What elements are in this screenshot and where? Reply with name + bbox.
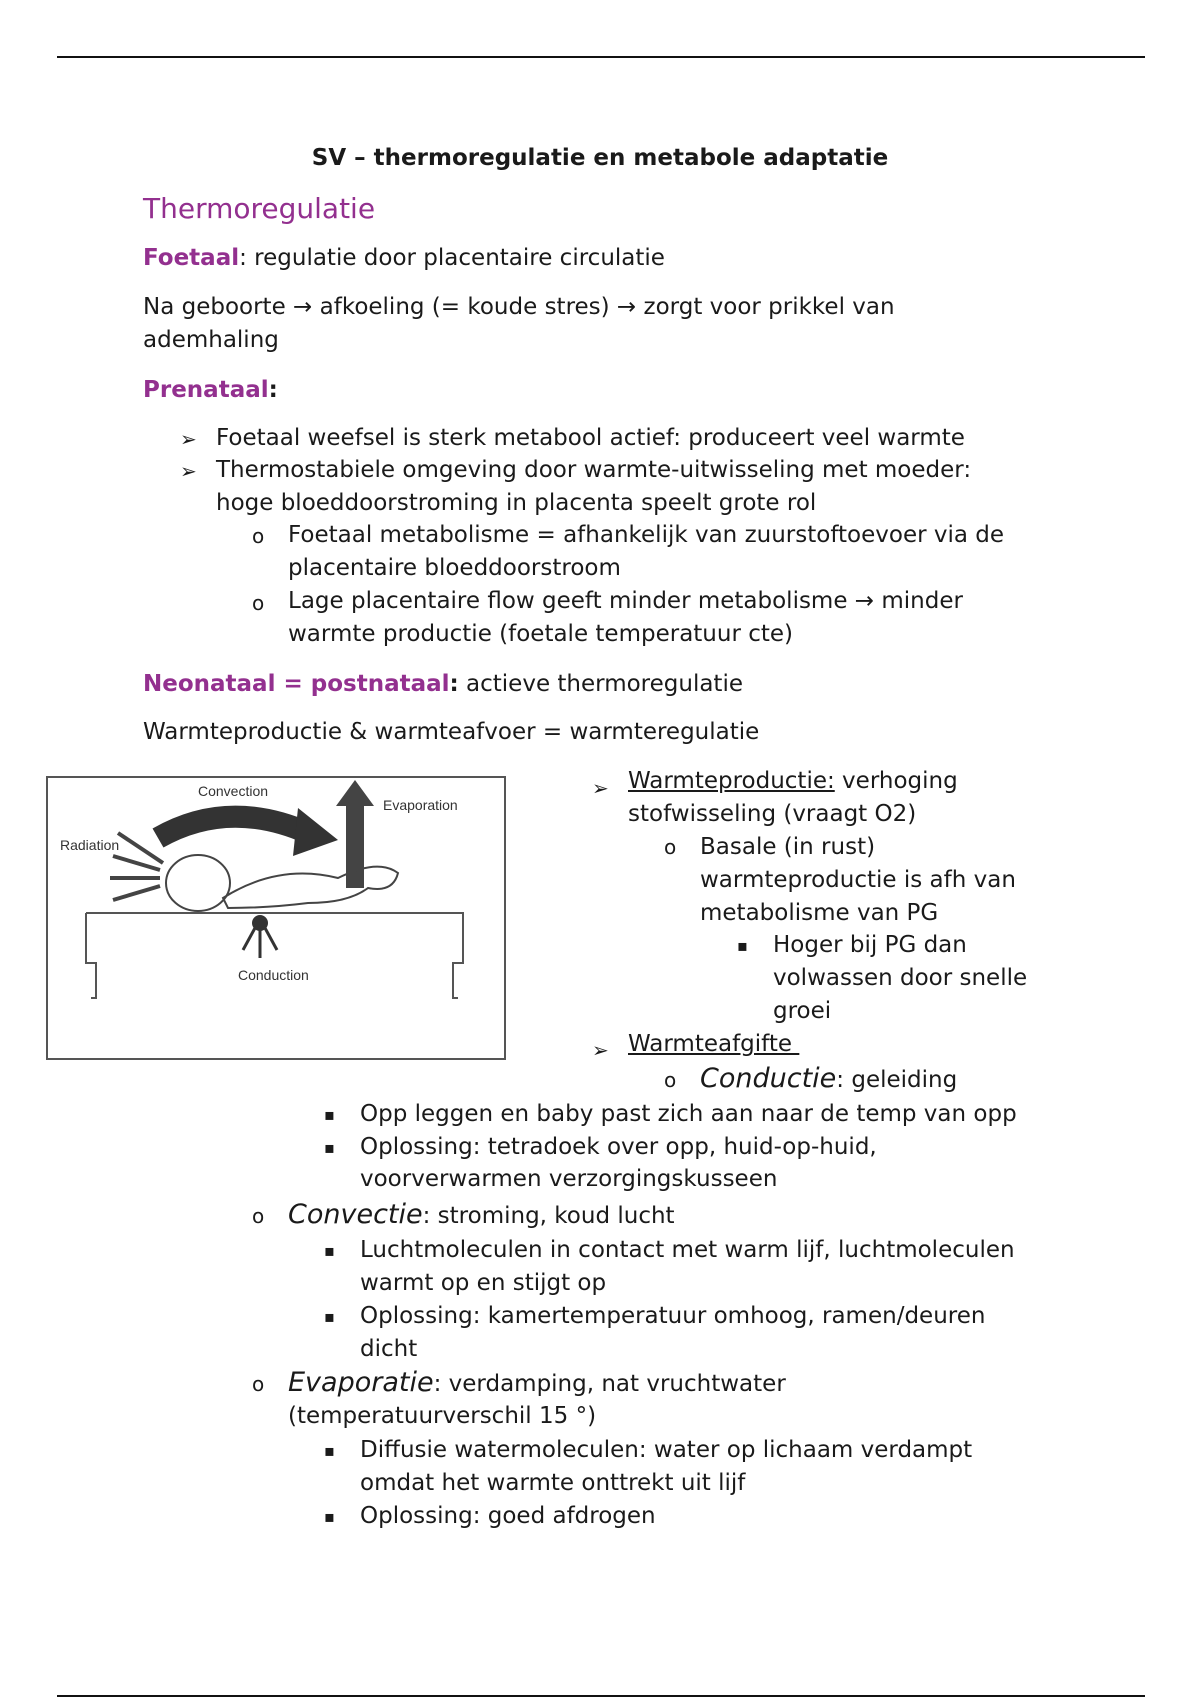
conductie-line xyxy=(700,1062,957,1097)
convectie-item-1-cont: warmt op en stijgt op xyxy=(360,1270,607,1296)
convectie-item-2: Oplossing: kamertemperatuur omhoog, ramen/deuren xyxy=(360,1303,986,1329)
square-bullet-icon: ▪ xyxy=(324,1441,335,1460)
warmteproductie-line xyxy=(628,765,958,798)
prenataal-line xyxy=(143,374,278,407)
basale-line-3: metabolisme van PG xyxy=(700,900,939,926)
na-geboorte-line1: Na geboorte → afkoeling (= koude stres) → zorgt voor prikkel van xyxy=(143,294,895,320)
prenataal-bullet-2: Thermostabiele omgeving door warmte-uitwisseling met moeder: xyxy=(216,457,972,483)
basale-line-1: Basale (in rust) xyxy=(700,834,876,860)
conduction-label: Conduction xyxy=(238,967,309,983)
convection-arrow xyxy=(158,817,308,838)
section-heading: Thermoregulatie xyxy=(143,192,376,225)
square-bullet-icon: ▪ xyxy=(324,1138,335,1157)
evaporatie-item-1-cont: omdat het warmte onttrekt uit lijf xyxy=(360,1470,746,1496)
conductie-item-1: Opp leggen en baby past zich aan naar de temp van opp xyxy=(360,1101,1017,1127)
neonataal-colon: : xyxy=(449,671,459,697)
prenataal-sub-1-cont: placentaire bloeddoorstroom xyxy=(288,555,621,581)
prenataal-colon: : xyxy=(268,377,278,403)
neonataal-line xyxy=(143,668,743,701)
document-title: SV – thermoregulatie en metabole adaptatie xyxy=(311,145,889,171)
square-bullet-icon: ▪ xyxy=(324,1105,335,1124)
circle-bullet-icon: o xyxy=(252,1372,265,1396)
conductie-item-2: Oplossing: tetradoek over opp, huid-op-huid, xyxy=(360,1134,877,1160)
evaporatie-item-2: Oplossing: goed afdrogen xyxy=(360,1503,656,1529)
warmte-equation: Warmteproductie & warmteafvoer = warmteregulatie xyxy=(143,719,760,745)
square-bullet-icon: ▪ xyxy=(324,1307,335,1326)
foetaal-text: : regulatie door placentaire circulatie xyxy=(239,245,665,271)
square-bullet-icon: ▪ xyxy=(324,1507,335,1526)
hoger-line-3: groei xyxy=(773,998,832,1024)
prenataal-label: Prenataal xyxy=(143,377,269,403)
circle-bullet-icon: o xyxy=(252,1204,265,1228)
heat-loss-illustration xyxy=(48,778,504,1058)
table-outline xyxy=(86,913,96,998)
conductie-text: : geleiding xyxy=(836,1067,958,1093)
square-bullet-icon: ▪ xyxy=(324,1241,335,1260)
warmteproductie-cont: stofwisseling (vraagt O2) xyxy=(628,801,917,827)
conduction-arrows xyxy=(243,928,277,958)
baby-head xyxy=(166,855,230,911)
circle-bullet-icon: o xyxy=(252,524,265,548)
prenataal-sub-1: Foetaal metabolisme = afhankelijk van zuurstoftoevoer via de xyxy=(288,522,1005,548)
convectie-term: Convectie xyxy=(288,1199,423,1230)
foetaal-label: Foetaal xyxy=(143,245,240,271)
warmteproductie-label: Warmteproductie: xyxy=(628,768,835,794)
evaporatie-text: : verdamping, nat vruchtwater xyxy=(433,1371,786,1397)
evaporatie-term: Evaporatie xyxy=(288,1367,434,1398)
arrow-bullet-icon: ➢ xyxy=(180,427,197,451)
conductie-item-2-cont: voorverwarmen verzorgingskusseen xyxy=(360,1166,778,1192)
foetaal-line xyxy=(143,242,665,275)
na-geboorte-line2: ademhaling xyxy=(143,327,279,353)
evaporatie-item-1: Diffusie watermoleculen: water op lichaam verdampt xyxy=(360,1437,973,1463)
warmteproductie-text: verhoging xyxy=(834,768,958,794)
bottom-rule xyxy=(57,1695,1145,1697)
prenataal-sub-2-cont: warmte productie (foetale temperatuur cte) xyxy=(288,621,794,647)
hoger-line-2: volwassen door snelle xyxy=(773,965,1028,991)
arrow-bullet-icon: ➢ xyxy=(592,776,609,800)
evaporatie-line xyxy=(288,1366,786,1401)
radiation-label: Radiation xyxy=(60,837,120,853)
warmteafgifte-label: Warmteafgifte xyxy=(628,1031,800,1057)
convectie-item-2-cont: dicht xyxy=(360,1336,418,1362)
conductie-term: Conductie xyxy=(700,1063,837,1094)
convectie-item-1: Luchtmoleculen in contact met warm lijf, luchtmoleculen xyxy=(360,1237,1015,1263)
prenataal-sub-2: Lage placentaire flow geeft minder metabolisme → minder xyxy=(288,588,963,614)
circle-bullet-icon: o xyxy=(664,1068,677,1092)
circle-bullet-icon: o xyxy=(664,835,677,859)
arrow-bullet-icon: ➢ xyxy=(180,459,197,483)
basale-line-2: warmteproductie is afh van xyxy=(700,867,1016,893)
baby-body xyxy=(223,867,398,908)
circle-bullet-icon: o xyxy=(252,591,265,615)
arrow-bullet-icon: ➢ xyxy=(592,1038,609,1062)
prenataal-bullet-1: Foetaal weefsel is sterk metabool actief: produceert veel warmte xyxy=(216,425,965,451)
neonataal-text: actieve thermoregulatie xyxy=(458,671,743,697)
prenataal-bullet-2-cont: hoge bloeddoorstroming in placenta speelt grote rol xyxy=(216,490,817,516)
top-rule xyxy=(57,56,1145,58)
evaporatie-line-2: (temperatuurverschil 15 °) xyxy=(288,1403,597,1429)
neonataal-label: Neonataal = postnataal xyxy=(143,671,450,697)
evaporation-arrowhead xyxy=(336,780,374,806)
convection-arrowhead xyxy=(293,808,338,856)
convection-label: Convection xyxy=(198,783,269,799)
evaporation-label: Evaporation xyxy=(383,797,458,813)
convectie-text: : stroming, koud lucht xyxy=(422,1203,675,1229)
table-outline xyxy=(86,913,463,998)
heat-loss-figure xyxy=(46,776,506,1060)
square-bullet-icon: ▪ xyxy=(737,936,748,955)
evaporation-arrow xyxy=(346,803,364,888)
hoger-line-1: Hoger bij PG dan xyxy=(773,932,967,958)
convectie-line xyxy=(288,1198,675,1233)
